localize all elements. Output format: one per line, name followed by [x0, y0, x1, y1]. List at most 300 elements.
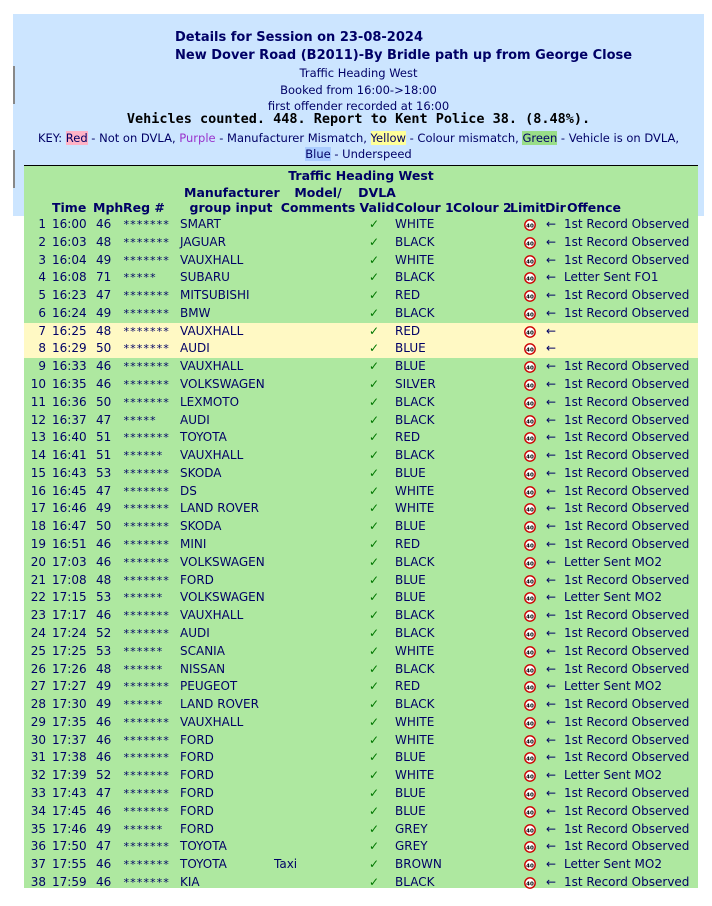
- speed-limit-value: 40: [526, 863, 534, 870]
- row-time: 17:50: [52, 839, 87, 854]
- row-reg: *******: [123, 680, 170, 694]
- row-offence: 1st Record Observed: [564, 359, 690, 374]
- row-manufacturer: FORD: [180, 803, 214, 818]
- direction-arrow-icon: ←: [546, 697, 557, 712]
- table-row: [24, 821, 698, 839]
- speed-limit-sign-icon: [524, 770, 536, 782]
- row-manufacturer: DS: [180, 483, 197, 498]
- row-number: 34: [30, 803, 46, 818]
- speed-limit-sign-icon: [524, 432, 536, 444]
- row-colour1: BLACK: [395, 394, 435, 409]
- row-colour1: GREY: [395, 839, 428, 854]
- row-colour1: BLUE: [395, 785, 426, 800]
- speed-limit-sign-icon: [524, 272, 536, 284]
- dvla-valid-check-icon: ✓: [369, 270, 380, 285]
- row-offence: 1st Record Observed: [564, 874, 690, 889]
- row-mph: 53: [96, 465, 112, 480]
- speed-limit-value: 40: [526, 454, 534, 461]
- row-manufacturer: FORD: [180, 732, 214, 747]
- row-reg: *******: [123, 466, 170, 480]
- row-offence: Letter Sent MO2: [564, 857, 662, 872]
- row-reg: ******: [123, 591, 163, 605]
- row-time: 17:55: [52, 857, 87, 872]
- session-first-offender: first offender recorded at 16:00: [267, 99, 450, 113]
- row-reg: *******: [123, 342, 170, 356]
- dvla-valid-check-icon: ✓: [369, 625, 380, 640]
- direction-arrow-icon: ←: [546, 288, 557, 303]
- direction-arrow-icon: ←: [546, 572, 557, 587]
- speed-limit-sign-icon: [524, 681, 536, 693]
- row-mph: 46: [96, 554, 112, 569]
- speed-limit-sign-icon: [524, 859, 536, 871]
- row-offence: Letter Sent MO2: [564, 679, 662, 694]
- header-dir: Dir: [545, 200, 566, 215]
- direction-arrow-icon: ←: [546, 785, 557, 800]
- row-mph: 53: [96, 643, 112, 658]
- row-time: 17:27: [52, 679, 87, 694]
- dvla-valid-check-icon: ✓: [369, 234, 380, 249]
- row-mph: 49: [96, 821, 112, 836]
- row-manufacturer: FORD: [180, 768, 214, 783]
- dvla-valid-check-icon: ✓: [369, 697, 380, 712]
- row-time: 16:00: [52, 217, 87, 231]
- row-manufacturer: LAND ROVER: [180, 697, 259, 712]
- row-number: 20: [30, 554, 46, 569]
- row-number: 23: [30, 608, 46, 623]
- row-number: 5: [38, 288, 46, 303]
- row-manufacturer: AUDI: [180, 625, 210, 640]
- key-blue: Blue: [305, 147, 331, 161]
- row-reg: *******: [123, 573, 170, 587]
- row-reg: *******: [123, 555, 170, 569]
- row-time: 16:33: [52, 359, 87, 374]
- row-offence: 1st Record Observed: [564, 288, 690, 303]
- row-mph: 46: [96, 732, 112, 747]
- row-mph: 50: [96, 394, 112, 409]
- row-offence: 1st Record Observed: [564, 377, 690, 392]
- row-mph: 71: [96, 270, 112, 285]
- key-green-desc: - Vehicle is on DVLA,: [557, 131, 680, 145]
- row-reg: *******: [123, 520, 170, 534]
- row-mph: 46: [96, 359, 112, 374]
- row-time: 16:37: [52, 412, 87, 427]
- speed-limit-value: 40: [526, 312, 534, 319]
- row-number: 1: [38, 217, 46, 231]
- row-colour1: BLACK: [395, 554, 435, 569]
- row-number: 7: [38, 323, 46, 338]
- row-mph: 46: [96, 608, 112, 623]
- direction-arrow-icon: ←: [546, 234, 557, 249]
- dvla-valid-check-icon: ✓: [369, 643, 380, 658]
- row-offence: 1st Record Observed: [564, 430, 690, 445]
- speed-limit-value: 40: [526, 258, 534, 265]
- row-time: 17:17: [52, 608, 87, 623]
- row-offence: 1st Record Observed: [564, 625, 690, 640]
- dvla-valid-check-icon: ✓: [369, 377, 380, 392]
- speed-limit-sign-icon: [524, 290, 536, 302]
- direction-arrow-icon: ←: [546, 430, 557, 445]
- direction-arrow-icon: ←: [546, 732, 557, 747]
- row-reg: *******: [123, 626, 170, 640]
- row-manufacturer: TOYOTA: [180, 857, 227, 872]
- row-time: 17:59: [52, 874, 87, 889]
- row-manufacturer: PEUGEOT: [180, 679, 238, 694]
- row-number: 19: [30, 537, 46, 552]
- row-time: 17:30: [52, 697, 87, 712]
- speed-limit-sign-icon: [524, 628, 536, 640]
- row-reg: *******: [123, 804, 170, 818]
- table-row: [24, 465, 698, 483]
- row-manufacturer: SCANIA: [180, 643, 225, 658]
- direction-arrow-icon: ←: [546, 483, 557, 498]
- row-time: 17:24: [52, 625, 87, 640]
- dvla-valid-check-icon: ✓: [369, 430, 380, 445]
- direction-arrow-icon: ←: [546, 519, 557, 534]
- row-offence: 1st Record Observed: [564, 394, 690, 409]
- header-limit: Limit: [510, 200, 546, 215]
- row-reg: *******: [123, 733, 170, 747]
- table-row: [24, 714, 698, 732]
- row-manufacturer: VOLKSWAGEN: [180, 377, 265, 392]
- row-mph: 49: [96, 305, 112, 320]
- row-time: 16:40: [52, 430, 87, 445]
- row-number: 18: [30, 519, 46, 534]
- key-green: Green: [522, 131, 558, 145]
- row-manufacturer: VAUXHALL: [180, 323, 244, 338]
- speed-limit-value: 40: [526, 561, 534, 568]
- row-colour1: RED: [395, 288, 421, 303]
- row-time: 17:03: [52, 554, 87, 569]
- row-reg: *******: [123, 289, 170, 303]
- speed-limit-value: 40: [526, 721, 534, 728]
- row-manufacturer: SUBARU: [180, 270, 230, 285]
- direction-arrow-icon: ←: [546, 359, 557, 374]
- row-number: 31: [30, 750, 46, 765]
- speed-limit-sign-icon: [524, 237, 536, 249]
- header-time: Time: [52, 200, 87, 215]
- direction-arrow-icon: ←: [546, 608, 557, 623]
- row-manufacturer: VOLKSWAGEN: [180, 590, 265, 605]
- row-time: 16:35: [52, 377, 87, 392]
- row-manufacturer: AUDI: [180, 412, 210, 427]
- header-colour1: Colour 1: [395, 200, 454, 215]
- table-row: [24, 252, 698, 270]
- speed-limit-sign-icon: [524, 326, 536, 338]
- row-colour1: RED: [395, 679, 421, 694]
- table-row: [24, 643, 698, 661]
- dvla-valid-check-icon: ✓: [369, 714, 380, 729]
- row-offence: Letter Sent MO2: [564, 768, 662, 783]
- row-offence: 1st Record Observed: [564, 821, 690, 836]
- row-reg: *******: [123, 484, 170, 498]
- row-reg: *******: [123, 769, 170, 783]
- row-reg: *******: [123, 609, 170, 623]
- row-mph: 46: [96, 714, 112, 729]
- row-colour1: RED: [395, 537, 421, 552]
- speed-limit-value: 40: [526, 614, 534, 621]
- row-mph: 46: [96, 377, 112, 392]
- table-row: [24, 234, 698, 252]
- row-offence: 1st Record Observed: [564, 732, 690, 747]
- dvla-valid-check-icon: ✓: [369, 750, 380, 765]
- row-reg: ******: [123, 822, 163, 836]
- row-time: 16:03: [52, 234, 87, 249]
- speed-limit-value: 40: [526, 685, 534, 692]
- row-colour1: BLACK: [395, 625, 435, 640]
- row-colour1: SILVER: [395, 377, 436, 392]
- row-colour1: BLACK: [395, 608, 435, 623]
- row-number: 35: [30, 821, 46, 836]
- row-manufacturer: MITSUBISHI: [180, 288, 250, 303]
- row-reg: *******: [123, 502, 170, 516]
- dvla-valid-check-icon: ✓: [369, 305, 380, 320]
- table-row: [24, 412, 698, 430]
- table-row: [24, 216, 698, 234]
- row-reg: *******: [123, 360, 170, 374]
- direction-arrow-icon: ←: [546, 768, 557, 783]
- row-manufacturer: NISSAN: [180, 661, 226, 676]
- direction-arrow-icon: ←: [546, 252, 557, 267]
- row-number: 21: [30, 572, 46, 587]
- key-prefix: KEY:: [37, 131, 66, 145]
- row-reg: ******: [123, 449, 163, 463]
- speed-limit-sign-icon: [524, 575, 536, 587]
- table-row: [24, 447, 698, 465]
- row-manufacturer: VAUXHALL: [180, 714, 244, 729]
- dvla-valid-check-icon: ✓: [369, 572, 380, 587]
- row-colour1: BLACK: [395, 270, 435, 285]
- speed-limit-value: 40: [526, 667, 534, 674]
- speed-limit-value: 40: [526, 276, 534, 283]
- table-row: [24, 838, 698, 856]
- row-manufacturer: TOYOTA: [180, 839, 227, 854]
- row-reg: ******: [123, 644, 163, 658]
- table-row: [24, 305, 698, 323]
- direction-arrow-icon: ←: [546, 554, 557, 569]
- speed-limit-value: 40: [526, 774, 534, 781]
- dvla-valid-check-icon: ✓: [369, 483, 380, 498]
- speed-limit-value: 40: [526, 738, 534, 745]
- row-time: 17:25: [52, 643, 87, 658]
- row-mph: 46: [96, 857, 112, 872]
- row-time: 16:08: [52, 270, 87, 285]
- row-colour1: BLACK: [395, 661, 435, 676]
- row-mph: 51: [96, 448, 112, 463]
- speed-limit-sign-icon: [524, 219, 536, 231]
- dvla-valid-check-icon: ✓: [369, 590, 380, 605]
- dvla-valid-check-icon: ✓: [369, 732, 380, 747]
- direction-arrow-icon: ←: [546, 839, 557, 854]
- row-time: 17:39: [52, 768, 87, 783]
- row-mph: 47: [96, 483, 112, 498]
- row-colour1: RED: [395, 430, 421, 445]
- row-colour1: WHITE: [395, 501, 435, 516]
- header-model: Model/: [294, 185, 342, 200]
- direction-arrow-icon: ←: [546, 643, 557, 658]
- colour-key: [13, 130, 704, 162]
- row-manufacturer: VAUXHALL: [180, 608, 244, 623]
- row-mph: 46: [96, 217, 112, 231]
- row-time: 16:41: [52, 448, 87, 463]
- row-colour1: RED: [395, 323, 421, 338]
- dvla-valid-check-icon: ✓: [369, 608, 380, 623]
- table-row: [24, 518, 698, 536]
- row-mph: 52: [96, 768, 112, 783]
- dvla-valid-check-icon: ✓: [369, 857, 380, 872]
- row-manufacturer: VAUXHALL: [180, 359, 244, 374]
- row-colour1: BLUE: [395, 359, 426, 374]
- table-row: [24, 589, 698, 607]
- row-reg: *******: [123, 858, 170, 872]
- row-colour1: BLUE: [395, 803, 426, 818]
- row-mph: 46: [96, 874, 112, 889]
- speed-limit-value: 40: [526, 756, 534, 763]
- row-offence: 1st Record Observed: [564, 305, 690, 320]
- dvla-valid-check-icon: ✓: [369, 341, 380, 356]
- speed-limit-value: 40: [526, 418, 534, 425]
- row-number: 32: [30, 768, 46, 783]
- row-number: 38: [30, 874, 46, 889]
- table-row: [24, 678, 698, 696]
- direction-arrow-icon: ←: [546, 270, 557, 285]
- table-row: [24, 749, 698, 767]
- row-manufacturer: AUDI: [180, 341, 210, 356]
- speed-limit-sign-icon: [524, 877, 536, 889]
- direction-arrow-icon: ←: [546, 714, 557, 729]
- row-colour1: BLACK: [395, 412, 435, 427]
- speed-limit-sign-icon: [524, 824, 536, 836]
- table-row: [24, 732, 698, 750]
- speed-limit-value: 40: [526, 489, 534, 496]
- session-booked: Booked from 16:00->18:00: [280, 83, 437, 97]
- speed-limit-value: 40: [526, 472, 534, 479]
- speed-limit-sign-icon: [524, 450, 536, 462]
- speed-limit-sign-icon: [524, 415, 536, 427]
- row-colour1: BLUE: [395, 590, 426, 605]
- row-mph: 47: [96, 785, 112, 800]
- direction-arrow-icon: ←: [546, 217, 557, 231]
- speed-limit-sign-icon: [524, 557, 536, 569]
- row-time: 17:45: [52, 803, 87, 818]
- speed-limit-sign-icon: [524, 664, 536, 676]
- dvla-valid-check-icon: ✓: [369, 412, 380, 427]
- header-mph: Mph: [93, 200, 124, 215]
- speed-limit-sign-icon: [524, 361, 536, 373]
- dvla-valid-check-icon: ✓: [369, 679, 380, 694]
- row-offence: 1st Record Observed: [564, 448, 690, 463]
- row-reg: *****: [123, 413, 157, 427]
- speed-limit-value: 40: [526, 383, 534, 390]
- dvla-valid-check-icon: ✓: [369, 288, 380, 303]
- row-time: 16:24: [52, 305, 87, 320]
- direction-arrow-icon: ←: [546, 448, 557, 463]
- speed-limit-sign-icon: [524, 699, 536, 711]
- row-offence: 1st Record Observed: [564, 785, 690, 800]
- direction-arrow-icon: ←: [546, 323, 557, 338]
- row-offence: 1st Record Observed: [564, 661, 690, 676]
- table-row: [24, 287, 698, 305]
- row-number: 36: [30, 839, 46, 854]
- row-number: 33: [30, 785, 46, 800]
- table-row: [24, 536, 698, 554]
- row-manufacturer: VOLKSWAGEN: [180, 554, 265, 569]
- row-number: 27: [30, 679, 46, 694]
- row-manufacturer: MINI: [180, 537, 207, 552]
- direction-arrow-icon: ←: [546, 590, 557, 605]
- speed-limit-value: 40: [526, 792, 534, 799]
- row-offence: 1st Record Observed: [564, 412, 690, 427]
- row-colour1: BLACK: [395, 697, 435, 712]
- row-mph: 49: [96, 252, 112, 267]
- row-time: 17:37: [52, 732, 87, 747]
- row-reg: ******: [123, 662, 163, 676]
- row-time: 16:45: [52, 483, 87, 498]
- row-offence: Letter Sent MO2: [564, 554, 662, 569]
- speed-limit-value: 40: [526, 401, 534, 408]
- row-colour1: BLACK: [395, 234, 435, 249]
- row-manufacturer: FORD: [180, 785, 214, 800]
- row-number: 8: [38, 341, 46, 356]
- header-valid: Valid: [359, 200, 395, 215]
- row-number: 14: [30, 448, 46, 463]
- speed-limit-value: 40: [526, 329, 534, 336]
- row-reg: *******: [123, 786, 170, 800]
- row-colour1: WHITE: [395, 252, 435, 267]
- speed-limit-value: 40: [526, 632, 534, 639]
- row-number: 24: [30, 625, 46, 640]
- speed-limit-value: 40: [526, 703, 534, 710]
- header-manufacturer: Manufacturer: [184, 185, 280, 200]
- row-colour1: WHITE: [395, 732, 435, 747]
- row-number: 4: [38, 270, 46, 285]
- dvla-valid-check-icon: ✓: [369, 217, 380, 231]
- row-time: 16:47: [52, 519, 87, 534]
- speed-limit-sign-icon: [524, 752, 536, 764]
- direction-arrow-icon: ←: [546, 874, 557, 889]
- speed-limit-sign-icon: [524, 610, 536, 622]
- row-colour1: BLACK: [395, 874, 435, 889]
- speed-limit-value: 40: [526, 650, 534, 657]
- direction-arrow-icon: ←: [546, 821, 557, 836]
- row-colour1: BROWN: [395, 857, 442, 872]
- table-row: [24, 785, 698, 803]
- table-row: [24, 429, 698, 447]
- header-colour2: Colour 2: [453, 200, 512, 215]
- row-mph: 50: [96, 341, 112, 356]
- table-row: [24, 696, 698, 714]
- row-mph: 49: [96, 501, 112, 516]
- speed-limit-sign-icon: [524, 806, 536, 818]
- row-mph: 50: [96, 519, 112, 534]
- row-offence: 1st Record Observed: [564, 714, 690, 729]
- row-colour1: BLUE: [395, 465, 426, 480]
- row-reg: *******: [123, 875, 170, 889]
- row-offence: Letter Sent MO2: [564, 590, 662, 605]
- direction-arrow-icon: ←: [546, 465, 557, 480]
- table-row: [24, 607, 698, 625]
- speed-limit-sign-icon: [524, 735, 536, 747]
- row-reg: *******: [123, 840, 170, 854]
- table-row: [24, 483, 698, 501]
- row-reg: *******: [123, 751, 170, 765]
- session-title: Details for Session on 23-08-2024: [175, 30, 423, 45]
- speed-limit-sign-icon: [524, 592, 536, 604]
- row-manufacturer: LAND ROVER: [180, 501, 259, 516]
- row-mph: 52: [96, 625, 112, 640]
- row-colour1: WHITE: [395, 768, 435, 783]
- speed-limit-sign-icon: [524, 646, 536, 658]
- row-time: 17:43: [52, 785, 87, 800]
